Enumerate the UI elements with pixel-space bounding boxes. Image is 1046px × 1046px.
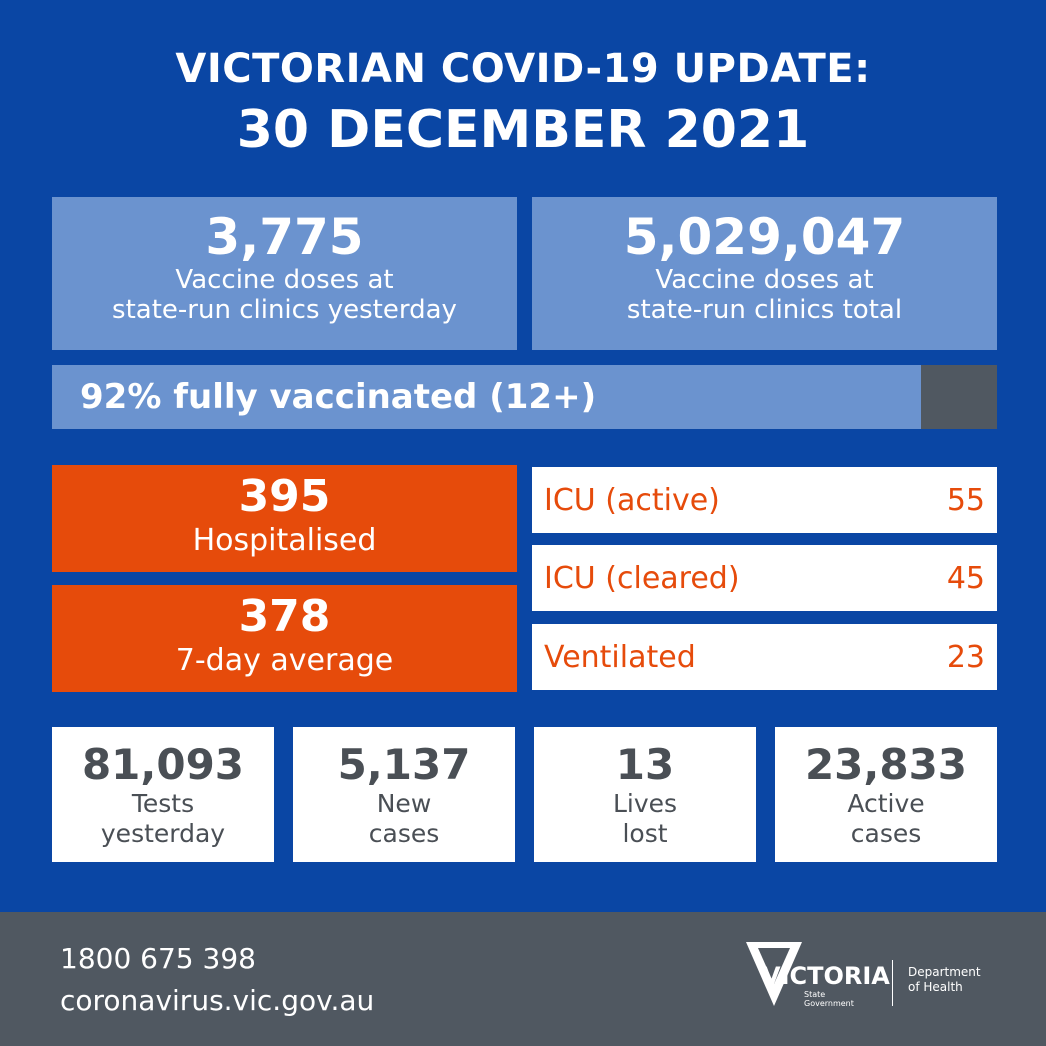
vaccine-yesterday-card [52,197,517,350]
stat-value: 13 [615,740,675,789]
lives-lost-card [534,727,756,862]
seven-day-average-card [52,585,517,692]
vaccine-total-card [532,197,997,350]
logo-divider [892,960,893,1006]
vaccine-yesterday-value: 3,775 [205,208,364,266]
hospitalised-label: Hospitalised [192,523,377,558]
page-title: VICTORIAN COVID-19 UPDATE: [175,46,871,92]
icu-cleared-row [532,545,997,611]
seven-day-average-label: 7-day average [175,643,394,678]
stat-label-line1: New [376,789,432,818]
vaccine-total-label-line1: Vaccine doses at [655,265,874,295]
icu-row-label: ICU (active) [544,482,720,518]
seven-day-average-value: 378 [238,591,331,642]
logo-sub-line1: State [804,990,826,999]
ventilated-row [532,624,997,690]
new-cases-card [293,727,515,862]
logo-sub-line2: Government [804,999,854,1008]
stat-value: 81,093 [81,740,245,789]
page-date: 30 DECEMBER 2021 [236,100,810,160]
stat-label-line2: lost [622,819,668,848]
vaccine-total-value: 5,029,047 [623,208,906,266]
hospitalised-value: 395 [238,471,331,522]
footer-website: coronavirus.vic.gov.au [60,984,375,1017]
vaccination-progress-track [52,365,997,429]
hospitalised-card [52,465,517,572]
active-cases-card [775,727,997,862]
icu-active-row [532,467,997,533]
vaccine-yesterday-label-line1: Vaccine doses at [175,265,394,295]
icu-row-value: 45 [946,560,985,596]
icu-row-label: ICU (cleared) [544,560,740,596]
stat-label-line1: Active [847,789,925,818]
vaccine-yesterday-label-line2: state-run clinics yesterday [112,295,457,325]
icu-row-value: 23 [946,639,985,675]
stat-value: 23,833 [804,740,968,789]
tests-yesterday-card [52,727,274,862]
icu-row-label: Ventilated [544,639,696,675]
stat-label-line1: Lives [612,789,678,818]
vaccine-total-label-line2: state-run clinics total [626,295,903,325]
stat-label-line1: Tests [131,789,195,818]
logo-name: VICTORIA [762,962,890,990]
stat-label-line2: cases [850,819,922,848]
dept-line2: of Health [908,980,963,994]
dept-line1: Department [908,965,981,979]
stat-value: 5,137 [337,740,471,789]
icu-row-value: 55 [946,482,985,518]
stat-label-line2: yesterday [100,819,226,848]
footer-phone: 1800 675 398 [60,942,256,975]
stat-label-line2: cases [368,819,440,848]
vaccination-progress-text: 92% fully vaccinated (12+) [80,377,597,417]
